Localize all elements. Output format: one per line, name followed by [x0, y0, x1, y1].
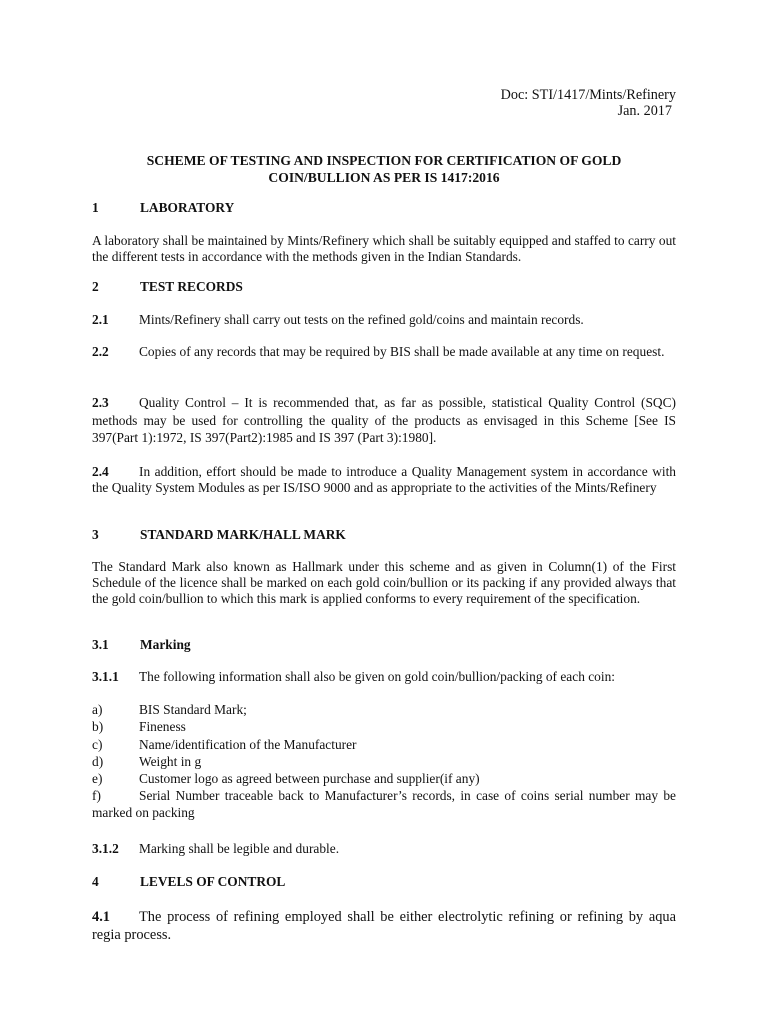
list-text: BIS Standard Mark;	[139, 702, 247, 717]
list-item	[92, 737, 676, 754]
clause-text: It is recommended that, as far as possible, statistical Quality Control (SQC) methods may be used for controlling the quality of the products as envisaged in this Scheme [See IS 397(Part 1):1972, IS 397(Part2):1985 and IS 397 (Part 3):1980].	[92, 395, 676, 445]
section-number: 1	[92, 200, 99, 215]
clause-text: The following information shall also be given on gold coin/bullion/packing of each coin:	[139, 669, 616, 684]
clause-2-1	[92, 312, 676, 328]
list-label: d)	[92, 753, 104, 769]
title-line-1: SCHEME OF TESTING AND INSPECTION FOR CERTIFICATION OF GOLD	[146, 153, 622, 168]
clause-number: 2.4	[92, 464, 109, 479]
list-item	[92, 702, 676, 719]
clause-number: 3.1.2	[92, 841, 119, 856]
list-text: Name/identification of the Manufacturer	[139, 736, 357, 752]
list-label: f)	[92, 788, 101, 804]
section-number: 3	[92, 527, 99, 542]
clause-text: Marking shall be legible and durable.	[139, 841, 340, 856]
clause-2-4	[92, 464, 676, 496]
clause-text: Copies of any records that may be required by BIS shall be made available at any time on request.	[139, 344, 665, 359]
subsection-title: Marking	[140, 637, 191, 652]
clause-number: 2.2	[92, 344, 109, 359]
section-1-heading	[92, 200, 676, 216]
list-text: Serial Number traceable back to Manufacturer’s records, in case of coins serial number may be marked on packing	[92, 788, 676, 820]
list-item	[92, 719, 676, 736]
clause-4-1	[92, 909, 676, 944]
section-4-heading	[92, 874, 676, 890]
clause-2-2	[92, 344, 676, 360]
section-title: LEVELS OF CONTROL	[140, 874, 286, 889]
list-text: Fineness	[139, 719, 186, 735]
clause-3-1-1	[92, 669, 676, 685]
document-reference	[501, 87, 676, 119]
list-label: c)	[92, 736, 103, 752]
clause-text: The process of refining employed shall be either electrolytic refining or refining by aqua regia process.	[92, 909, 676, 943]
subsection-number: 3.1	[92, 637, 109, 652]
list-label: a)	[92, 702, 103, 717]
list-label: b)	[92, 719, 104, 735]
section-number: 2	[92, 279, 99, 294]
section-2-heading	[92, 279, 676, 295]
clause-lead: Quality Control –	[139, 395, 245, 410]
list-text: Customer logo as agreed between purchase and supplier(if any)	[139, 771, 480, 787]
section-3-heading	[92, 527, 676, 543]
marking-list	[92, 702, 676, 821]
clause-number: 2.1	[92, 312, 109, 327]
clause-3-1-2	[92, 841, 676, 857]
doc-code: Doc: STI/1417/Mints/Refinery	[500, 87, 676, 103]
list-item	[92, 754, 676, 771]
clause-text: In addition, effort should be made to introduce a Quality Management system in accordance with the Quality System Modules as per IS/ISO 9000 and as appropriate to the activities of the Mints/Refinery	[92, 464, 676, 496]
section-number: 4	[92, 874, 99, 889]
title-line-2: COIN/BULLION AS PER IS 1417:2016	[268, 169, 500, 185]
clause-text: Mints/Refinery shall carry out tests on the refined gold/coins and maintain records.	[139, 312, 584, 327]
list-item	[92, 771, 676, 788]
doc-date: Jan. 2017	[617, 103, 672, 119]
clause-2-3	[92, 394, 676, 447]
section-title: LABORATORY	[140, 200, 235, 215]
section-3-paragraph: The Standard Mark also known as Hallmark under this scheme and as given in Column(1) of the First Schedule of the licence shall be marked on each gold coin/bullion or its packing if any provided always that the gold coin/bullion to which this mark is applied conforms to every requirement of the specification.	[92, 559, 676, 607]
section-1-paragraph: A laboratory shall be maintained by Mints/Refinery which shall be suitably equipped and staffed to carry out the different tests in accordance with the methods given in the Indian Standards.	[92, 233, 676, 265]
list-item	[92, 788, 676, 820]
clause-number: 4.1	[92, 909, 110, 925]
section-title: TEST RECORDS	[140, 279, 243, 294]
list-label: e)	[92, 771, 103, 787]
clause-number: 3.1.1	[92, 669, 119, 684]
list-text: Weight in g	[139, 753, 202, 769]
clause-number: 2.3	[92, 395, 109, 410]
document-title	[92, 153, 676, 186]
section-title: STANDARD MARK/HALL MARK	[140, 527, 346, 542]
subsection-3-1-heading	[92, 637, 676, 653]
